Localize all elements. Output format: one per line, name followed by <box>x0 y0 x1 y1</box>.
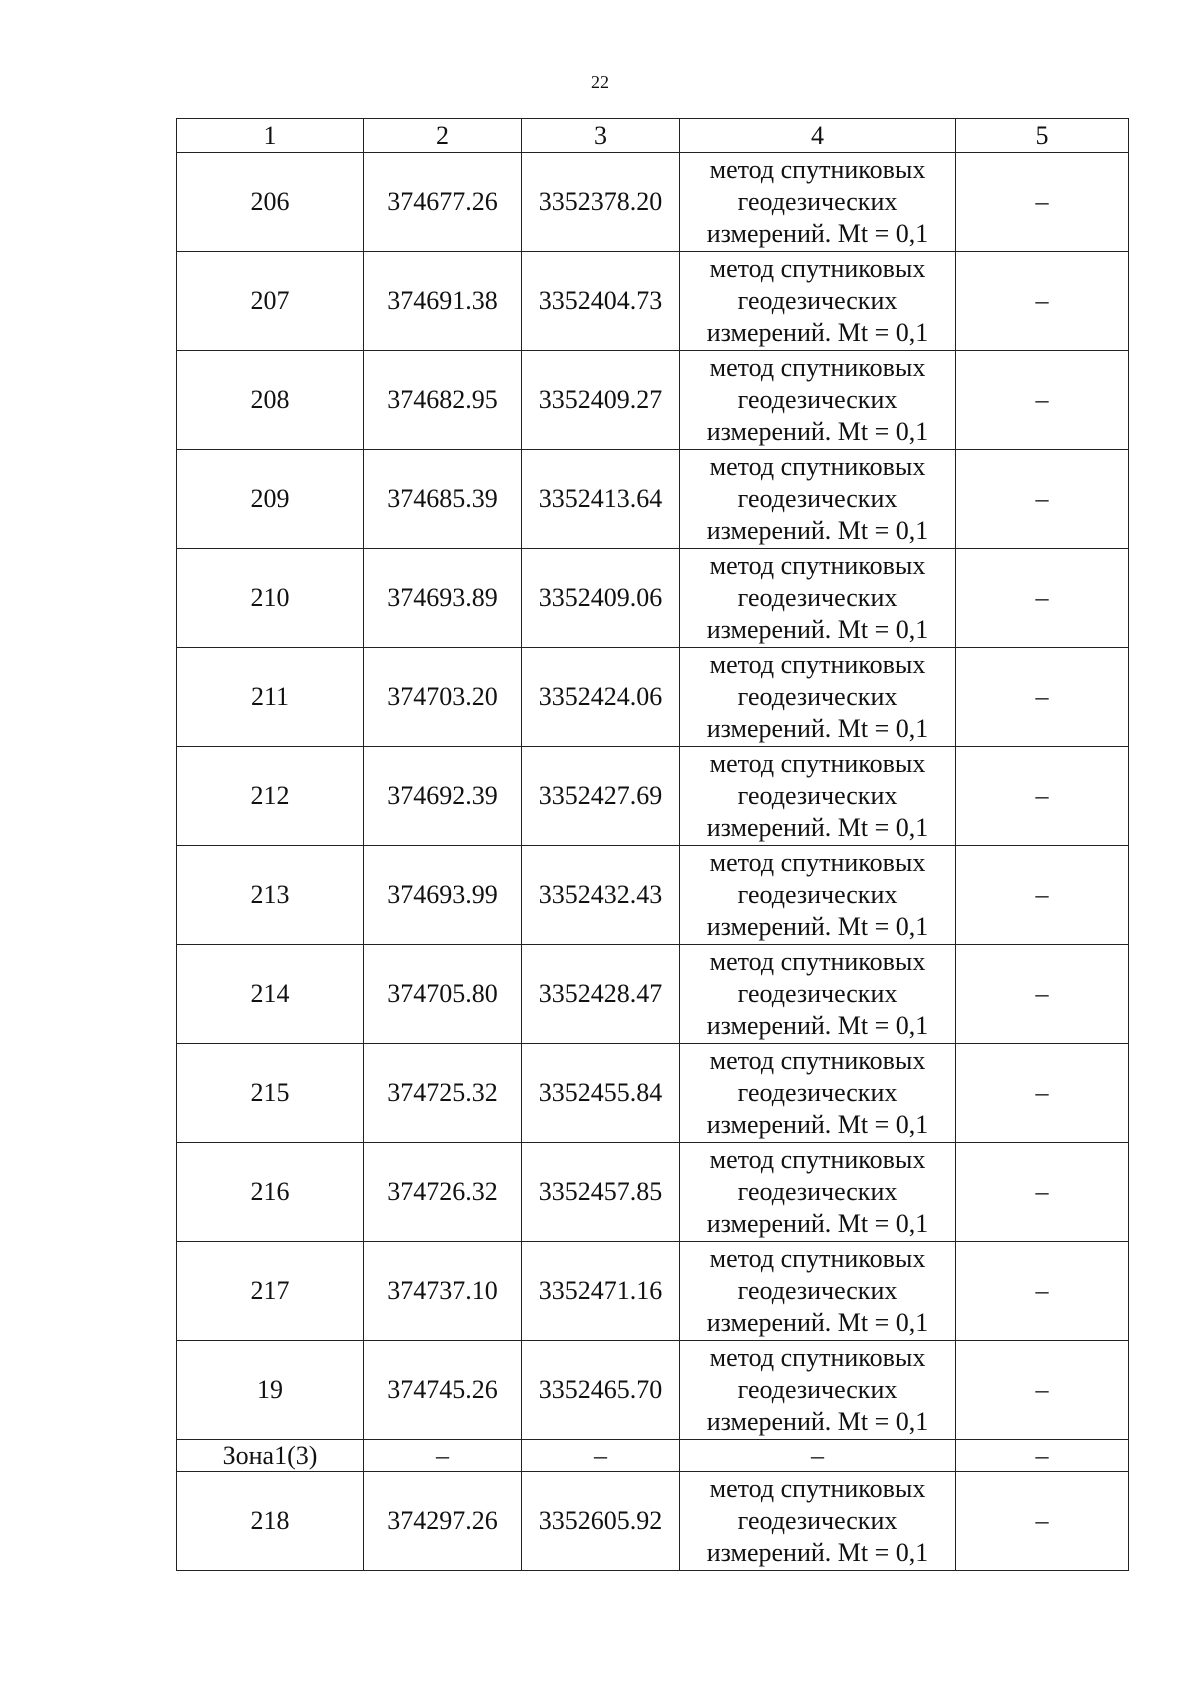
x-coordinate-cell: 374725.32 <box>364 1044 522 1143</box>
point-id-cell: 211 <box>177 648 364 747</box>
method-line: метод спутниковых <box>709 1474 926 1503</box>
y-coordinate-cell: 3352427.69 <box>522 747 680 846</box>
method-line: метод спутниковых <box>709 1244 926 1273</box>
table-row <box>177 351 1129 450</box>
note-cell: – <box>956 1341 1129 1440</box>
x-coordinate-cell: 374685.39 <box>364 450 522 549</box>
x-coordinate-cell: 374703.20 <box>364 648 522 747</box>
method-line: метод спутниковых <box>709 254 926 283</box>
table-row <box>177 1472 1129 1571</box>
method-line: метод спутниковых <box>709 551 926 580</box>
point-id-cell: 214 <box>177 945 364 1044</box>
y-coordinate-cell: – <box>522 1440 680 1472</box>
point-id-cell: 215 <box>177 1044 364 1143</box>
table-row <box>177 945 1129 1044</box>
method-line: геодезических <box>737 1375 898 1404</box>
method-line: измерений. Mt = 0,1 <box>706 318 929 347</box>
y-coordinate-cell: 3352432.43 <box>522 846 680 945</box>
method-line: метод спутниковых <box>709 749 926 778</box>
note-cell: – <box>956 549 1129 648</box>
method-line: геодезических <box>737 1078 898 1107</box>
x-coordinate-cell: 374745.26 <box>364 1341 522 1440</box>
y-coordinate-cell: 3352378.20 <box>522 153 680 252</box>
table-row <box>177 1044 1129 1143</box>
method-line: геодезических <box>737 1276 898 1305</box>
point-id-cell: Зона1(3) <box>177 1440 364 1472</box>
method-line: геодезических <box>737 781 898 810</box>
y-coordinate-cell: 3352424.06 <box>522 648 680 747</box>
method-line: – <box>811 1440 824 1470</box>
y-coordinate-cell: 3352605.92 <box>522 1472 680 1571</box>
method-cell <box>680 1143 956 1242</box>
y-coordinate-cell: 3352413.64 <box>522 450 680 549</box>
method-line: геодезических <box>737 682 898 711</box>
note-cell: – <box>956 351 1129 450</box>
point-id-cell: 218 <box>177 1472 364 1571</box>
point-id-cell: 216 <box>177 1143 364 1242</box>
y-coordinate-cell: 3352409.06 <box>522 549 680 648</box>
table-row <box>177 747 1129 846</box>
note-cell: – <box>956 1440 1129 1472</box>
method-line: измерений. Mt = 0,1 <box>706 1209 929 1238</box>
method-line: геодезических <box>737 1506 898 1535</box>
table-row <box>177 450 1129 549</box>
method-line: геодезических <box>737 1177 898 1206</box>
note-cell: – <box>956 1143 1129 1242</box>
x-coordinate-cell: 374677.26 <box>364 153 522 252</box>
note-cell: – <box>956 1242 1129 1341</box>
method-cell <box>680 648 956 747</box>
method-cell <box>680 747 956 846</box>
method-line: метод спутниковых <box>709 1046 926 1075</box>
note-cell: – <box>956 846 1129 945</box>
note-cell: – <box>956 252 1129 351</box>
point-id-cell: 217 <box>177 1242 364 1341</box>
y-coordinate-cell: 3352471.16 <box>522 1242 680 1341</box>
method-line: метод спутниковых <box>709 1343 926 1372</box>
method-line: измерений. Mt = 0,1 <box>706 615 929 644</box>
x-coordinate-cell: 374705.80 <box>364 945 522 1044</box>
coordinates-table <box>176 118 1129 1571</box>
note-cell: – <box>956 1044 1129 1143</box>
table-row <box>177 648 1129 747</box>
table-row <box>177 846 1129 945</box>
method-line: измерений. Mt = 0,1 <box>706 1308 929 1337</box>
method-line: метод спутниковых <box>709 650 926 679</box>
note-cell: – <box>956 1472 1129 1571</box>
method-line: геодезических <box>737 187 898 216</box>
table-row <box>177 1341 1129 1440</box>
method-line: метод спутниковых <box>709 452 926 481</box>
method-cell <box>680 1044 956 1143</box>
method-line: измерений. Mt = 0,1 <box>706 516 929 545</box>
y-coordinate-cell: 3352404.73 <box>522 252 680 351</box>
note-cell: – <box>956 945 1129 1044</box>
method-cell <box>680 1341 956 1440</box>
x-coordinate-cell: 374693.89 <box>364 549 522 648</box>
method-line: геодезических <box>737 583 898 612</box>
x-coordinate-cell: 374691.38 <box>364 252 522 351</box>
x-coordinate-cell: 374693.99 <box>364 846 522 945</box>
y-coordinate-cell: 3352409.27 <box>522 351 680 450</box>
point-id-cell: 208 <box>177 351 364 450</box>
header-row <box>177 119 1129 153</box>
method-cell <box>680 945 956 1044</box>
y-coordinate-cell: 3352457.85 <box>522 1143 680 1242</box>
note-cell: – <box>956 450 1129 549</box>
note-cell: – <box>956 153 1129 252</box>
table-header <box>177 119 1129 153</box>
x-coordinate-cell: 374737.10 <box>364 1242 522 1341</box>
point-id-cell: 209 <box>177 450 364 549</box>
y-coordinate-cell: 3352428.47 <box>522 945 680 1044</box>
note-cell: – <box>956 747 1129 846</box>
method-line: измерений. Mt = 0,1 <box>706 219 929 248</box>
method-line: метод спутниковых <box>709 353 926 382</box>
table-row <box>177 1143 1129 1242</box>
method-cell <box>680 1242 956 1341</box>
page-number: 22 <box>591 72 609 92</box>
method-line: метод спутниковых <box>709 848 926 877</box>
zone-row <box>177 1440 1129 1472</box>
x-coordinate-cell: 374297.26 <box>364 1472 522 1571</box>
method-line: измерений. Mt = 0,1 <box>706 1011 929 1040</box>
y-coordinate-cell: 3352455.84 <box>522 1044 680 1143</box>
method-line: измерений. Mt = 0,1 <box>706 714 929 743</box>
method-line: геодезических <box>737 880 898 909</box>
point-id-cell: 210 <box>177 549 364 648</box>
method-cell <box>680 846 956 945</box>
table-row <box>177 549 1129 648</box>
method-cell <box>680 153 956 252</box>
x-coordinate-cell: 374692.39 <box>364 747 522 846</box>
column-header-3: 3 <box>522 119 680 153</box>
point-id-cell: 206 <box>177 153 364 252</box>
method-cell <box>680 1472 956 1571</box>
method-line: геодезических <box>737 286 898 315</box>
method-cell <box>680 252 956 351</box>
note-cell: – <box>956 648 1129 747</box>
column-header-4: 4 <box>680 119 956 153</box>
method-line: метод спутниковых <box>709 155 926 184</box>
y-coordinate-cell: 3352465.70 <box>522 1341 680 1440</box>
method-cell <box>680 351 956 450</box>
method-line: измерений. Mt = 0,1 <box>706 417 929 446</box>
column-header-2: 2 <box>364 119 522 153</box>
method-line: геодезических <box>737 979 898 1008</box>
point-id-cell: 213 <box>177 846 364 945</box>
method-cell <box>680 450 956 549</box>
table-row <box>177 1242 1129 1341</box>
x-coordinate-cell: 374682.95 <box>364 351 522 450</box>
column-header-1: 1 <box>177 119 364 153</box>
point-id-cell: 207 <box>177 252 364 351</box>
x-coordinate-cell: – <box>364 1440 522 1472</box>
x-coordinate-cell: 374726.32 <box>364 1143 522 1242</box>
point-id-cell: 212 <box>177 747 364 846</box>
method-line: геодезических <box>737 484 898 513</box>
method-line: измерений. Mt = 0,1 <box>706 912 929 941</box>
method-cell <box>680 549 956 648</box>
method-line: измерений. Mt = 0,1 <box>706 1110 929 1139</box>
method-line: метод спутниковых <box>709 1145 926 1174</box>
method-line: метод спутниковых <box>709 947 926 976</box>
method-cell <box>680 1440 956 1472</box>
method-line: измерений. Mt = 0,1 <box>706 1538 929 1567</box>
table-body <box>177 153 1129 1571</box>
method-line: измерений. Mt = 0,1 <box>706 1407 929 1436</box>
table-row <box>177 252 1129 351</box>
table-row <box>177 153 1129 252</box>
method-line: измерений. Mt = 0,1 <box>706 813 929 842</box>
method-line: геодезических <box>737 385 898 414</box>
column-header-5: 5 <box>956 119 1129 153</box>
point-id-cell: 19 <box>177 1341 364 1440</box>
